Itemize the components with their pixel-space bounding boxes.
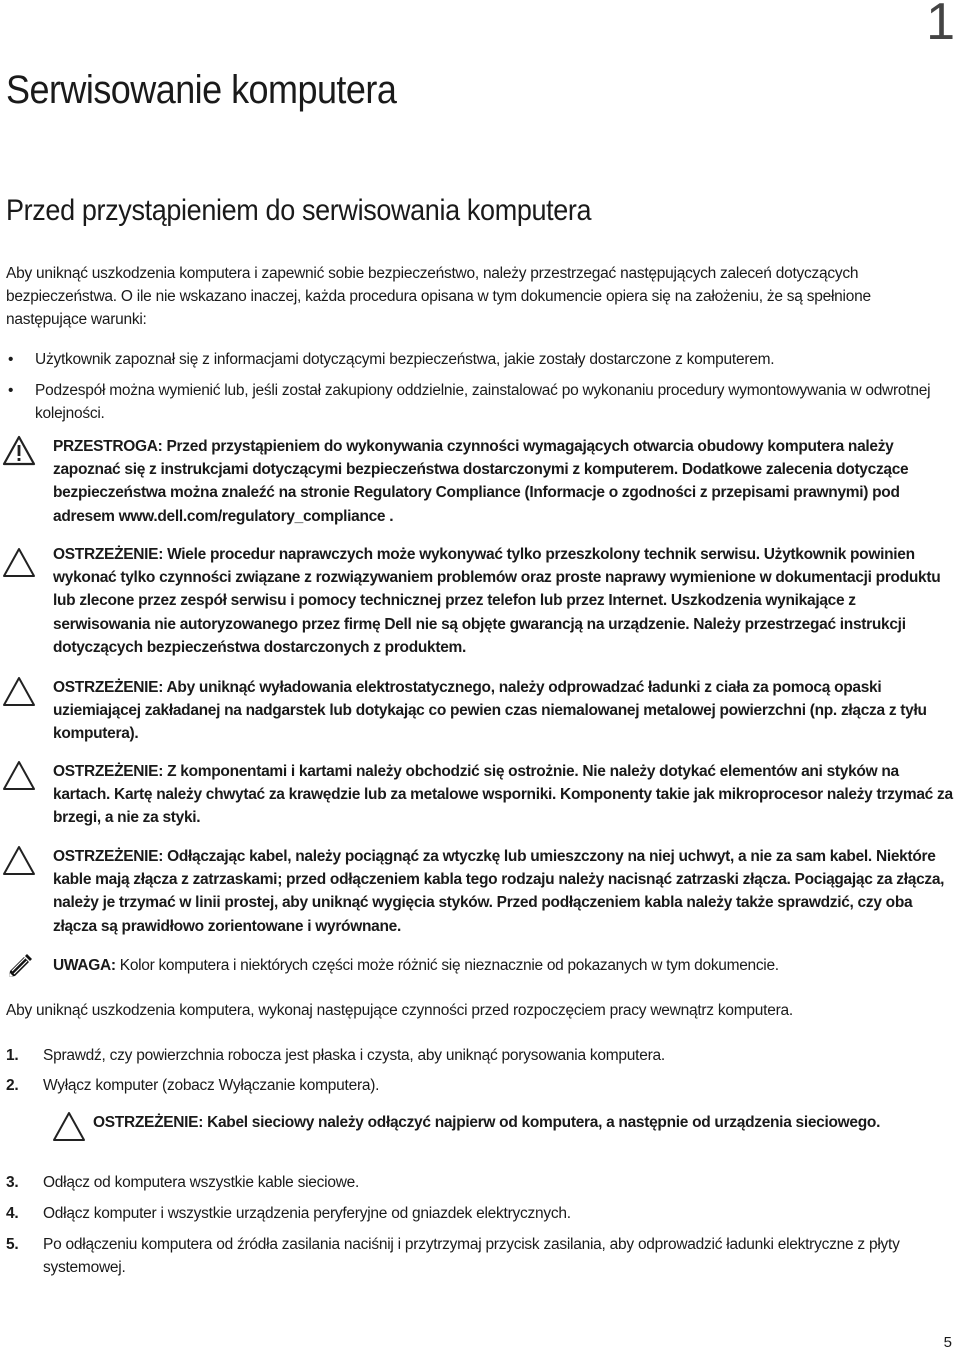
notice-text: Odłączając kabel, należy pociągnąć za wtyczkę lub umieszczony na niej uchwyt, a nie za sam kabel. Niektóre kable mają złącza z zatrzaskami; przed odłączeniem kabla tego rodzaju należy nacisnąć zatrzaski złącza. Pociągając za złącza, należy je trzymać w linii prostej, aby uniknąć wygięcia styków. Przed podłączeniem kabla należy także sprawdzić, czy oba złącza są prawidłowo zorientowane i wyrównane. [53,848,945,935]
notice-text: Kolor komputera i niektórych części może różnić się nieznacznie od pokazanych w tym dokumencie. [115,957,779,974]
step-text: Odłącz komputer i wszystkie urządzenia peryferyjne od gniazdek elektrycznych. [43,1205,571,1222]
notice-label: OSTRZEŻENIE: [53,848,164,865]
warning-notice [0,676,956,746]
steps-intro: Aby uniknąć uszkodzenia komputera, wykonaj następujące czynności przed rozpoczęciem pracy wewnątrz komputera. [6,1002,793,1019]
step-number: 1. [6,1047,19,1064]
step-number: 2. [6,1077,19,1094]
step-number: 5. [6,1236,19,1253]
bullet-text: Podzespół można wymienić lub, jeśli został zakupiony oddzielnie, zainstalować po wykonaniu procedury wymontowywania w odwrotnej kolejności. [35,382,931,422]
list-item [6,348,941,371]
step-number: 4. [6,1205,19,1222]
notice-text: Aby uniknąć wyładowania elektrostatycznego, należy odprowadzać ładunki z ciała za pomocą opaski uziemiającej zakładanej na nadgarstek lub dotykając co pewien czas niemalowanej metalowej powierzchni (np. złącza z tyłu komputera). [53,679,927,743]
list-item [6,379,941,425]
page-number: 5 [943,1334,952,1351]
chapter-number: 1 [926,0,954,51]
list-item [6,1074,951,1097]
list-item [6,1171,951,1194]
step-text: Odłącz od komputera wszystkie kable sieciowe. [43,1174,360,1191]
chapter-title: Serwisowanie komputera [6,68,397,112]
notice-text: Z komponentami i kartami należy obchodzić się ostrożnie. Nie należy dotykać elementów ani styków na kartach. Kartę należy chwytać za krawędzie lub za metalowe wsporniki. Komponenty takie jak mikroprocesor należy trzymać za brzegi, a nie za styki. [53,763,953,827]
bullet-text: Użytkownik zapoznał się z informacjami dotyczącymi bezpieczeństwa, jakie zostały dostarczone z komputerem. [35,351,775,368]
warning-notice [0,845,956,938]
caution-notice [0,435,956,528]
step-text: Wyłącz komputer (zobacz Wyłączanie komputera). [43,1077,380,1094]
section-title: Przed przystąpieniem do serwisowania komputera [6,194,592,227]
step-text: Sprawdź, czy powierzchnia robocza jest płaska i czysta, aby uniknąć porysowania komputera. [43,1047,665,1064]
note-notice [0,954,956,977]
step-warning-notice [48,1111,908,1134]
bullet-symbol: • [8,351,14,368]
notice-label: OSTRZEŻENIE: [93,1114,204,1131]
list-item [6,1202,951,1225]
bullet-symbol: • [8,382,14,399]
notice-text: Kabel sieciowy należy odłączyć najpierw od komputera, a następnie od urządzenia sieciowego. [203,1114,881,1131]
caution-triangle-icon [52,1111,86,1143]
step-number: 3. [6,1174,19,1191]
list-item [6,1233,951,1279]
notice-label: OSTRZEŻENIE: [53,763,164,780]
step-text: Po odłączeniu komputera od źródła zasilania naciśnij i przytrzymaj przycisk zasilania, aby odprowadzić ładunki elektryczne z płyty systemowej. [43,1236,900,1276]
list-item [6,1044,951,1067]
note-pencil-icon [6,952,34,980]
warning-triangle-icon [2,435,36,467]
notice-text: Przed przystąpieniem do wykonywania czynności wymagających otwarcia obudowy komputera należy zapoznać się z instrukcjami dotyczącymi bezpieczeństwa dostarczonymi z komputerem. Dodatkowe zalecenia dotyczące bezpieczeństwa można znaleźć na stronie Regulatory Compliance (Informacje o zgodności z przepisami prawnymi) pod adresem www.dell.com/regulatory_compliance . [53,438,909,525]
caution-triangle-icon [2,760,36,792]
warning-notice [0,760,956,830]
caution-triangle-icon [2,845,36,877]
notice-label: OSTRZEŻENIE: [53,679,164,696]
caution-triangle-icon [2,676,36,708]
notice-label: UWAGA: [53,957,116,974]
intro-paragraph: Aby uniknąć uszkodzenia komputera i zapewnić sobie bezpieczeństwo, należy przestrzegać następujących zaleceń dotyczących bezpieczeństwa. O ile nie wskazano inaczej, każda procedura opisana w tym dokumencie opiera się na założeniu, że są spełnione następujące warunki: [6,265,871,328]
caution-triangle-icon [2,547,36,579]
notice-label: OSTRZEŻENIE: [53,546,164,563]
warning-notice [0,543,956,659]
notice-text: Wiele procedur naprawczych może wykonywać tylko przeszkolony technik serwisu. Użytkownik powinien wykonać tylko czynności związane z rozwiązywaniem problemów oraz proste naprawy wymienione w dokumentacji produktu lub zlecone przez zespół serwisu i pomocy technicznej przez telefon lub przez Internet. Uszkodzenia wynikające z serwisowania nie autoryzowanego przez firmę Dell nie są objęte gwarancją na urządzenie. Należy przestrzegać instrukcji dotyczących bezpieczeństwa dostarczonych z produktem. [53,546,941,656]
notice-label: PRZESTROGA: [53,438,163,455]
